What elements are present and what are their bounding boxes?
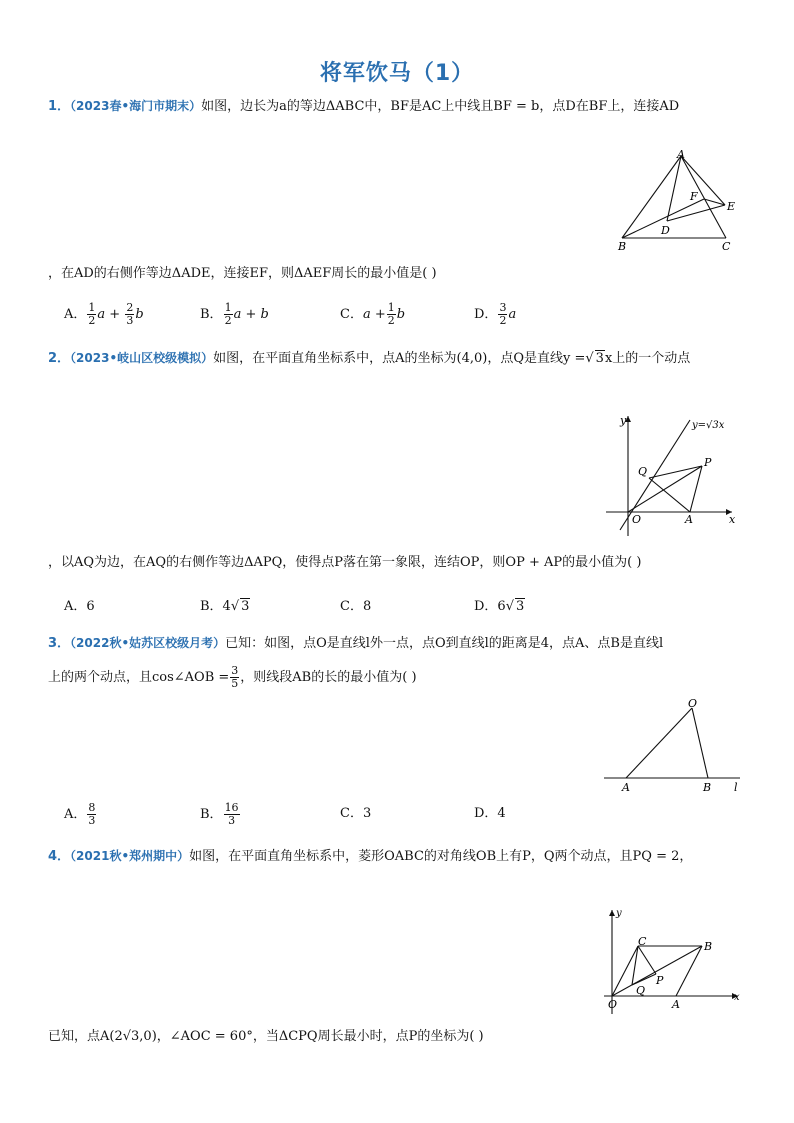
question-text: 如图，在平面直角坐标系中，点A的坐标为(4,0)，点Q是直线y = <box>213 351 586 366</box>
q1-option-a[interactable]: A． $\frac{1}{2}$ a + $\frac{2}{3}$ b <box>64 301 144 327</box>
question-1-stem-line-1 <box>48 96 748 117</box>
q2-option-d[interactable]: D．6√ 3 <box>474 599 525 614</box>
label-A: A <box>685 513 693 526</box>
fraction: $\frac{1}{2}$ <box>387 301 395 327</box>
fraction: $\frac{3}{5}$ <box>231 664 239 690</box>
question-text: 已知：如图，点O是直线l外一点，点O到直线l的距离是4，点A、点B是直线l <box>225 636 664 651</box>
q2-option-b[interactable]: B．4√ 3 <box>200 599 250 614</box>
q1-option-c[interactable]: C．a + $\frac{1}{2}$ b <box>340 301 406 327</box>
label-C: C <box>722 240 731 253</box>
question-text: 如图，边长为a的等边ΔABC中，BF是AC上中线且BF = b，点D在BF上，连接AD <box>201 99 680 114</box>
label-Q: Q <box>638 465 648 478</box>
q3-option-b[interactable]: B． $\frac{16}{3}$ <box>200 801 239 827</box>
q1-option-d[interactable]: D． $\frac{3}{2}$ a <box>474 301 517 327</box>
figure-coordinate-plane-q2 <box>598 408 748 538</box>
label-O: O <box>632 513 642 526</box>
fraction: $\frac{8}{3}$ <box>88 801 96 827</box>
label-P: P <box>704 456 712 469</box>
question-number: 2． <box>48 351 71 366</box>
label-E: E <box>727 200 736 213</box>
label-A: A <box>672 998 680 1011</box>
label-y: y <box>616 908 622 919</box>
label-A: A <box>677 148 685 161</box>
line-label: y=√3x <box>692 420 725 431</box>
figure-triangle-abc <box>608 148 758 256</box>
question-source: （2023春•海门市期末） <box>70 99 202 113</box>
figure-rhombus-oabc <box>596 902 746 1016</box>
fraction: $\frac{1}{2}$ <box>88 301 96 327</box>
label-F: F <box>690 190 698 203</box>
label-O: O <box>608 998 618 1011</box>
fraction: $\frac{1}{2}$ <box>224 301 232 327</box>
question-1-stem-line-2: ，在AD的右侧作等边ΔADE，连接EF，则ΔAEF周长的最小值是( ) <box>48 266 437 281</box>
question-text: 如图，在平面直角坐标系中，菱形OABC的对角线OB上有P，Q两个动点，且PQ = 2， <box>189 849 693 864</box>
question-3-stem-line-1 <box>48 633 748 654</box>
label-B: B <box>618 240 627 253</box>
page-title: 将军饮马（1） <box>319 61 475 86</box>
label-x: x <box>734 992 740 1003</box>
fraction: $\frac{2}{3}$ <box>126 301 134 327</box>
question-4-stem-line-1 <box>48 846 748 867</box>
question-3-stem-line-2: 上的两个动点，且cos∠AOB = $\frac{3}{5}$ ，则线段AB的长的最小值为( ) <box>48 664 417 690</box>
question-number: 1． <box>48 99 71 114</box>
label-A: A <box>622 781 630 794</box>
question-2-stem-line-2: ，以AQ为边，在AQ的右侧作等边ΔAPQ，使得点P落在第一象限，连结OP，则OP + AP的最小值为( ) <box>48 555 642 570</box>
fraction: $\frac{3}{2}$ <box>499 301 507 327</box>
figure-line-l <box>600 694 750 796</box>
label-Q: Q <box>636 984 646 997</box>
question-source: （2022秋•姑苏区校级月考） <box>70 636 226 650</box>
label-x: x <box>729 513 736 526</box>
q1-option-b[interactable]: B． $\frac{1}{2}$ a + b <box>200 301 269 327</box>
label-O: O <box>688 697 698 710</box>
label-l: l <box>734 781 738 794</box>
q2-option-c[interactable]: C．8 <box>340 599 372 614</box>
label-y: y <box>620 414 627 427</box>
question-4-stem-line-2: 已知，点A(2√3,0)，∠AOC = 60°，当ΔCPQ周长最小时，点P的坐标为( ) <box>48 1029 484 1044</box>
label-B: B <box>703 781 712 794</box>
fraction: $\frac{16}{3}$ <box>224 801 239 827</box>
question-number: 4． <box>48 849 71 864</box>
q3-option-d[interactable]: D．4 <box>474 806 506 821</box>
q3-option-a[interactable]: A． $\frac{8}{3}$ <box>64 801 96 827</box>
label-D: D <box>661 224 670 237</box>
q2-option-a[interactable]: A．6 <box>64 599 95 614</box>
label-B: B <box>704 940 713 953</box>
question-number: 3． <box>48 636 71 651</box>
label-C: C <box>638 935 647 948</box>
question-source: （2023•岐山区校级模拟） <box>70 351 214 365</box>
label-P: P <box>656 974 664 987</box>
question-2-stem-line-1: 2．（2023•岐山区校级模拟）如图，在平面直角坐标系中，点A的坐标为(4,0)，点Q是直线y =√ 3x上的一个动点 <box>48 351 691 366</box>
question-source: （2021秋•郑州期中） <box>70 849 190 863</box>
q3-option-c[interactable]: C．3 <box>340 806 372 821</box>
